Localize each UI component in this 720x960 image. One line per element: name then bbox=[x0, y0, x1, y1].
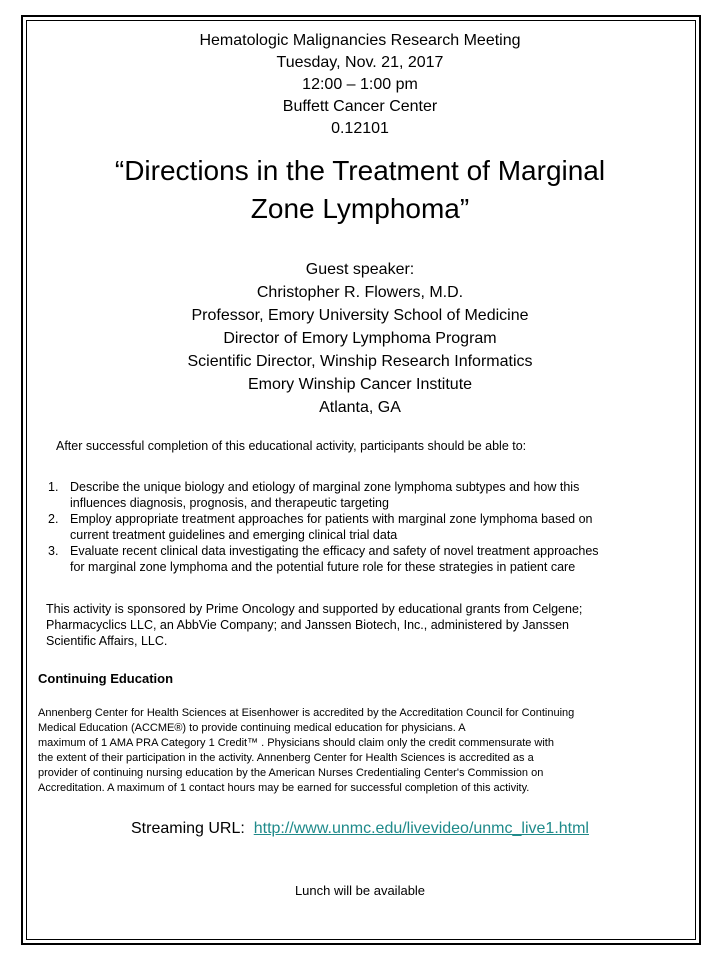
list-item-line: Describe the unique biology and etiology of marginal zone lymphoma subtypes and how this bbox=[70, 480, 580, 494]
list-item-number: 2. bbox=[48, 512, 59, 526]
objectives-intro: After successful completion of this educational activity, participants should be able to: bbox=[56, 439, 527, 453]
meeting-time: 12:00 – 1:00 pm bbox=[302, 76, 418, 93]
ce-line: the extent of their participation in the activity. Annenberg Center for Health Sciences is accredited as a bbox=[38, 752, 534, 764]
talk-title-line-2: Zone Lymphoma” bbox=[250, 193, 470, 224]
speaker-city: Atlanta, GA bbox=[319, 399, 401, 416]
sponsor-line-2: Pharmacyclics LLC, an AbbVie Company; and Janssen Biotech, Inc., administered by Janssen bbox=[46, 618, 569, 632]
speaker-block bbox=[40, 258, 680, 419]
continuing-education-heading: Continuing Education bbox=[38, 671, 174, 686]
streaming-url-link[interactable]: http://www.unmc.edu/livevideo/unmc_live1.html bbox=[253, 820, 589, 837]
sponsor-line-3: Scientific Affairs, LLC. bbox=[46, 634, 168, 648]
speaker-label: Guest speaker: bbox=[305, 261, 415, 278]
ce-line: Annenberg Center for Health Sciences at Eisenhower is accredited by the Accreditation Council for Continuing bbox=[38, 707, 575, 719]
speaker-role-3: Scientific Director, Winship Research Informatics bbox=[187, 353, 533, 370]
list-item bbox=[40, 511, 695, 543]
list-item bbox=[40, 543, 695, 575]
streaming-label: Streaming URL: bbox=[131, 820, 245, 837]
speaker-role-1: Professor, Emory University School of Medicine bbox=[191, 307, 529, 324]
meeting-date: Tuesday, Nov. 21, 2017 bbox=[276, 54, 444, 71]
ce-line: maximum of 1 AMA PRA Category 1 Credit™ . Physicians should claim only the credit commensurate with bbox=[38, 737, 554, 749]
ce-line: Medical Education (ACCME®) to provide continuing medical education for physicians. A bbox=[38, 722, 466, 734]
meeting-location: Buffett Cancer Center bbox=[282, 98, 438, 115]
list-item-number: 3. bbox=[48, 544, 59, 558]
list-item-line: Employ appropriate treatment approaches for patients with marginal zone lymphoma based on bbox=[70, 512, 593, 526]
list-item-line: current treatment guidelines and emerging clinical trial data bbox=[70, 528, 398, 542]
list-item-line: Evaluate recent clinical data investigating the efficacy and safety of novel treatment approaches bbox=[70, 544, 599, 558]
speaker-name: Christopher R. Flowers, M.D. bbox=[256, 284, 464, 301]
meeting-room: 0.12101 bbox=[331, 120, 389, 137]
talk-title bbox=[40, 152, 680, 228]
list-item-number: 1. bbox=[48, 480, 59, 494]
list-item bbox=[40, 479, 695, 511]
continuing-education-text bbox=[38, 706, 690, 796]
list-item-line: for marginal zone lymphoma and the potential future role for these strategies in patient care bbox=[70, 560, 576, 574]
sponsor-statement bbox=[46, 601, 686, 649]
list-item-line: influences diagnosis, prognosis, and therapeutic targeting bbox=[70, 496, 389, 510]
streaming-row bbox=[0, 818, 720, 840]
speaker-institute: Emory Winship Cancer Institute bbox=[247, 376, 473, 393]
meeting-header bbox=[40, 30, 680, 140]
ce-line: provider of continuing nursing education by the American Nurses Credentialing Center's Commission on bbox=[38, 767, 544, 779]
meeting-name: Hematologic Malignancies Research Meeting bbox=[199, 32, 521, 49]
talk-title-line-1: “Directions in the Treatment of Marginal bbox=[114, 155, 606, 186]
lunch-note: Lunch will be available bbox=[294, 883, 426, 898]
sponsor-line-1: This activity is sponsored by Prime Oncology and supported by educational grants from Celgene; bbox=[46, 602, 583, 616]
ce-line: Accreditation. A maximum of 1 contact hours may be earned for successful completion of this activity. bbox=[38, 782, 530, 794]
objectives-list bbox=[40, 479, 695, 575]
speaker-role-2: Director of Emory Lymphoma Program bbox=[223, 330, 497, 347]
